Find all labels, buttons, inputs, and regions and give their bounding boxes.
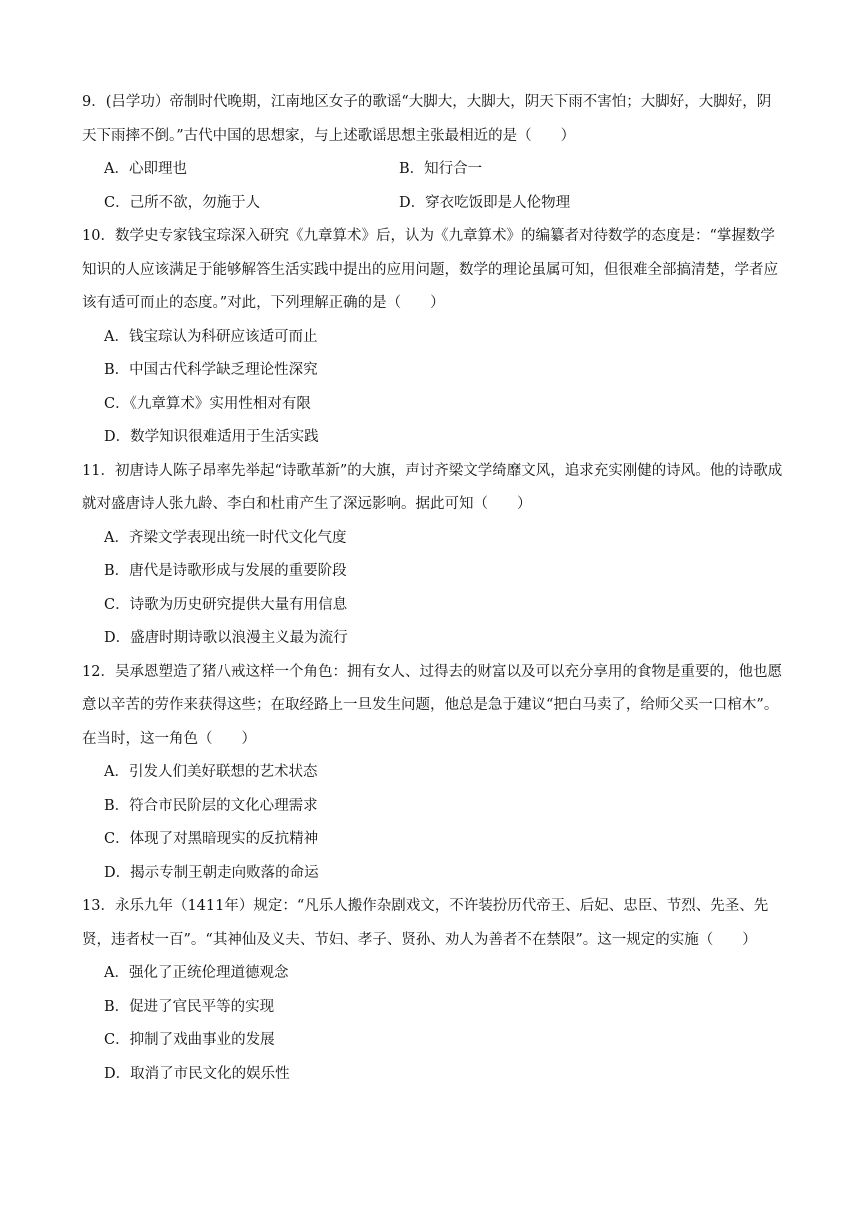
question-stem: 12．吴承恩塑造了猪八戒这样一个角色：拥有女人、过得去的财富以及可以充分享用的食物是重要的，他也愿意以辛苦的劳作来获得这些；在取经路上一旦发生问题，他总是急于建议“把白马卖了，给师父买一口棺木”。在当时，这一角色（ ） — [82, 663, 782, 747]
option-a[interactable]: A．引发人们美好联想的艺术状态 — [104, 764, 318, 780]
option-c[interactable]: C．诗歌为历史研究提供大量有用信息 — [104, 596, 348, 613]
question-stem: 13．永乐九年（1411年）规定：“凡乐人搬作杂剧戏文，不许装扮历代帝王、后妃、忠臣、节烈、先圣、先贤，违者杖一百”。“其神仙及义夫、节妇、孝子、贤孙、劝人为善者不在禁限”。这一规定的实施（ ） — [82, 898, 769, 948]
option-c[interactable]: C．《九章算术》实用性相对有限 — [104, 395, 311, 412]
question-10 — [82, 220, 784, 455]
option-d[interactable]: D．揭示专制王朝走向败落的命运 — [104, 864, 319, 881]
question-stem: 10．数学史专家钱宝琮深入研究《九章算术》后，认为《九章算术》的编纂者对待数学的态度是：“掌握数学知识的人应该满足于能够解答生活实践中提出的应用问题，数学的理论虽属可知，但很难全部搞清楚，学者应该有适可而止的态度。”对此，下列理解正确的是（ ） — [82, 228, 778, 311]
option-b[interactable]: B．唐代是诗歌形成与发展的重要阶段 — [104, 563, 347, 579]
options-list — [82, 756, 784, 890]
option-b[interactable]: B．中国古代科学缺乏理论性深究 — [104, 362, 318, 378]
question-13 — [82, 890, 784, 1091]
options-list — [82, 321, 784, 455]
question-12 — [82, 656, 784, 891]
option-d[interactable]: D．穿衣吃饭即是人伦物理 — [399, 194, 571, 211]
options-list — [82, 957, 784, 1091]
options-list — [82, 153, 784, 220]
question-stem: 9．(吕学功）帝制时代晚期，江南地区女子的歌谣“大脚大，大脚大，阴天下雨不害怕；大脚好，大脚好，阴天下雨摔不倒。”古代中国的思想家，与上述歌谣思想主张最相近的是（ ） — [82, 94, 772, 144]
option-a[interactable]: A．钱宝琮认为科研应该适可而止 — [104, 328, 318, 345]
option-d[interactable]: D．取消了市民文化的娱乐性 — [104, 1065, 290, 1082]
option-a[interactable]: A．齐梁文学表现出统一时代文化气度 — [104, 529, 347, 546]
question-9 — [82, 86, 784, 220]
question-11 — [82, 455, 784, 656]
option-c[interactable]: C．抑制了戏曲事业的发展 — [104, 1032, 275, 1048]
option-c[interactable]: C．己所不欲，勿施于人 — [104, 194, 261, 211]
option-b[interactable]: B．符合市民阶层的文化心理需求 — [104, 797, 318, 814]
option-d[interactable]: D．盛唐时期诗歌以浪漫主义最为流行 — [104, 630, 348, 646]
options-list — [82, 522, 784, 656]
option-c[interactable]: C．体现了对黑暗现实的反抗精神 — [104, 831, 319, 847]
option-b[interactable]: B．知行合一 — [399, 161, 483, 177]
question-stem: 11．初唐诗人陈子昂率先举起“诗歌革新”的大旗，声讨齐梁文学绮靡文风，追求充实刚健的诗风。他的诗歌成就对盛唐诗人张九龄、李白和杜甫产生了深远影响。据此可知（ ） — [82, 462, 783, 512]
option-a[interactable]: A．心即理也 — [104, 161, 187, 177]
option-a[interactable]: A．强化了正统伦理道德观念 — [104, 965, 289, 981]
option-b[interactable]: B．促进了官民平等的实现 — [104, 998, 275, 1015]
option-d[interactable]: D．数学知识很难适用于生活实践 — [104, 429, 319, 445]
